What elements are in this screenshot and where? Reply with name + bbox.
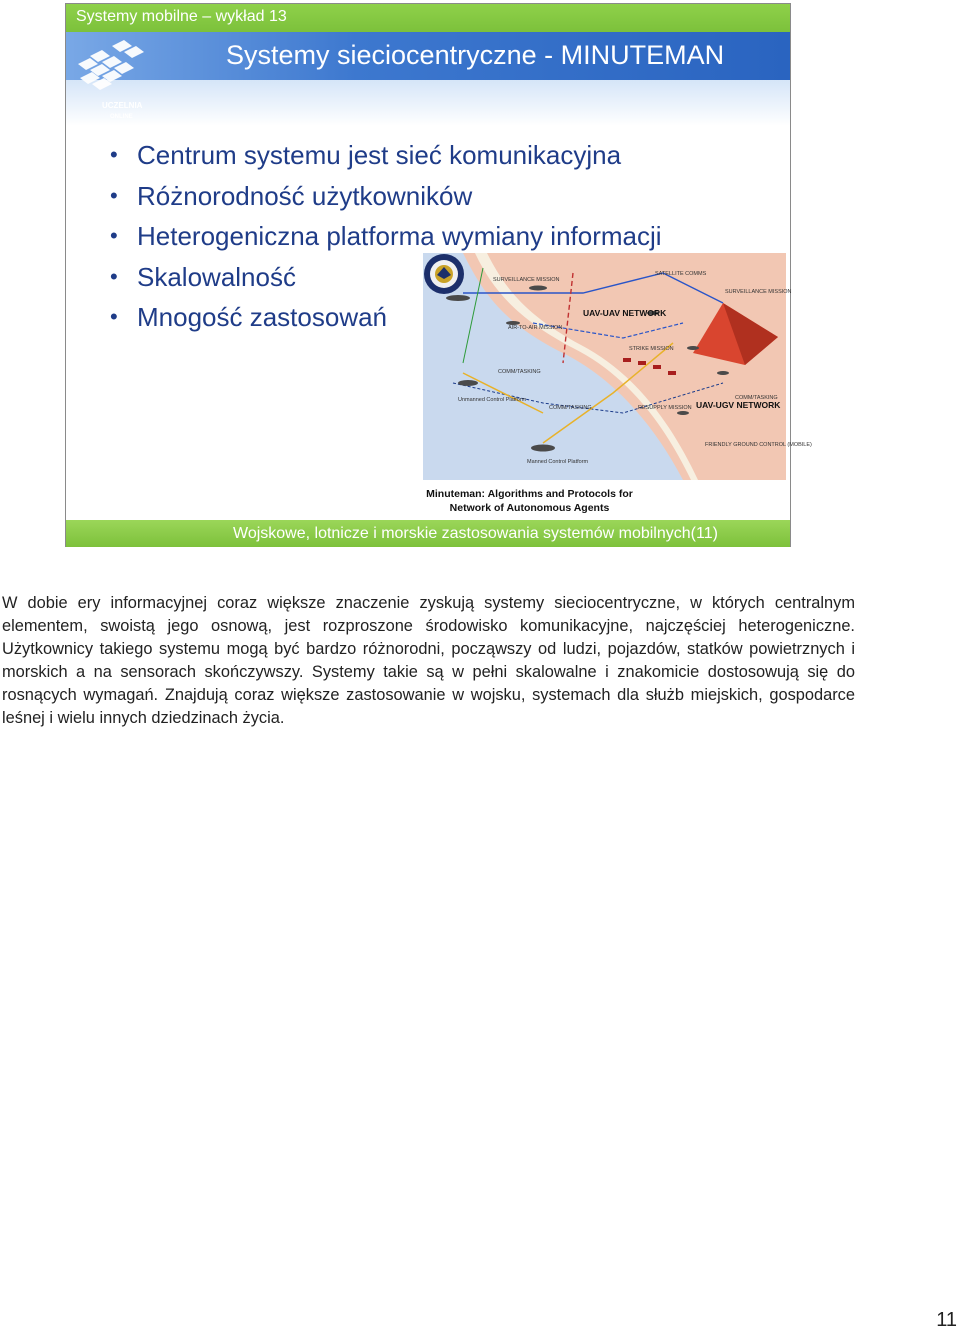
diagram-label: COMM/TASKING: [549, 405, 592, 411]
slide-title: Systemy sieciocentryczne - MINUTEMAN: [226, 40, 725, 70]
diagram-label: FRIENDLY GROUND CONTROL (MOBILE): [705, 442, 812, 448]
diagram-label: STRIKE MISSION: [629, 346, 674, 352]
logo-text-1: UCZELNIA: [102, 101, 143, 110]
bullet-item: • Mnogość zastosowań: [110, 298, 662, 339]
diagram-label: Manned Control Platform: [527, 459, 589, 465]
bullet-item: • Centrum systemu jest sieć komunikacyjna: [110, 136, 662, 177]
diagram-caption: [423, 480, 786, 520]
diagram-label: COMM/TASKING: [498, 369, 541, 375]
title-bar-fade: [66, 80, 790, 126]
diagram-label: COMM/TASKING: [735, 395, 778, 401]
caption-line-2: Network of Autonomous Agents: [449, 502, 610, 514]
slide-footer-text: Wojskowe, lotnicze i morskie zastosowania systemów mobilnych(11): [233, 525, 718, 542]
title-bar: [66, 32, 790, 80]
body-paragraph: W dobie ery informacyjnej coraz większe znaczenie zyskują systemy sieciocentryczne, w których centralnym elementem, swoistą jego osnową, jest rozproszone środowisko komunikacyjne, najczęściej heterogeniczne. Użytkownicy takiego systemu mogą być bardzo różnorodni, począwszy od ludzi, pojazdów, statków powietrznych i morskich a na sensorach skończywszy. Systemy takie są w pełni skalowalne i znakomicie dostosowują się do rosnących wymagań. Znajdują coraz większe zastosowanie w wojsku, systemach dla służb miejskich, gospodarce leśnej i wielu innych dziedzinach życia.: [2, 594, 855, 727]
slide-footer-bar: [66, 520, 790, 547]
diagram-label: AIR-TO-AIR MISSION: [508, 325, 563, 331]
uczelnia-online-logo: [72, 34, 162, 124]
slide: [65, 3, 812, 547]
course-title: Systemy mobilne – wykład 13: [76, 8, 287, 25]
logo-text-2: ONLINE: [110, 114, 133, 120]
diagram-label: SURVEILLANCE MISSION: [493, 277, 560, 283]
diagram-label: SATELLITE COMMS: [655, 271, 707, 277]
caption-line-1: Minuteman: Algorithms and Protocols for: [426, 488, 633, 500]
bullet-item: • Skalowalność: [110, 258, 662, 299]
bullet-item: • Różnorodność użytkowników: [110, 177, 662, 218]
slide-header-bar: [66, 4, 790, 32]
diagram-label: UAV-UAV NETWORK: [583, 308, 667, 318]
minuteman-diagram: [423, 253, 812, 520]
diagram-label: SURVEILLANCE MISSION: [725, 289, 792, 295]
diagram-label: RESUPPLY MISSION: [638, 405, 692, 411]
page-number: 11: [936, 1309, 957, 1331]
diagram-label: Unmanned Control Platform: [458, 397, 527, 403]
diagram-label: UAV-UGV NETWORK: [696, 400, 781, 410]
navy-seal-icon: [423, 253, 465, 295]
bullet-item: • Heterogeniczna platforma wymiany informacji: [110, 217, 662, 258]
